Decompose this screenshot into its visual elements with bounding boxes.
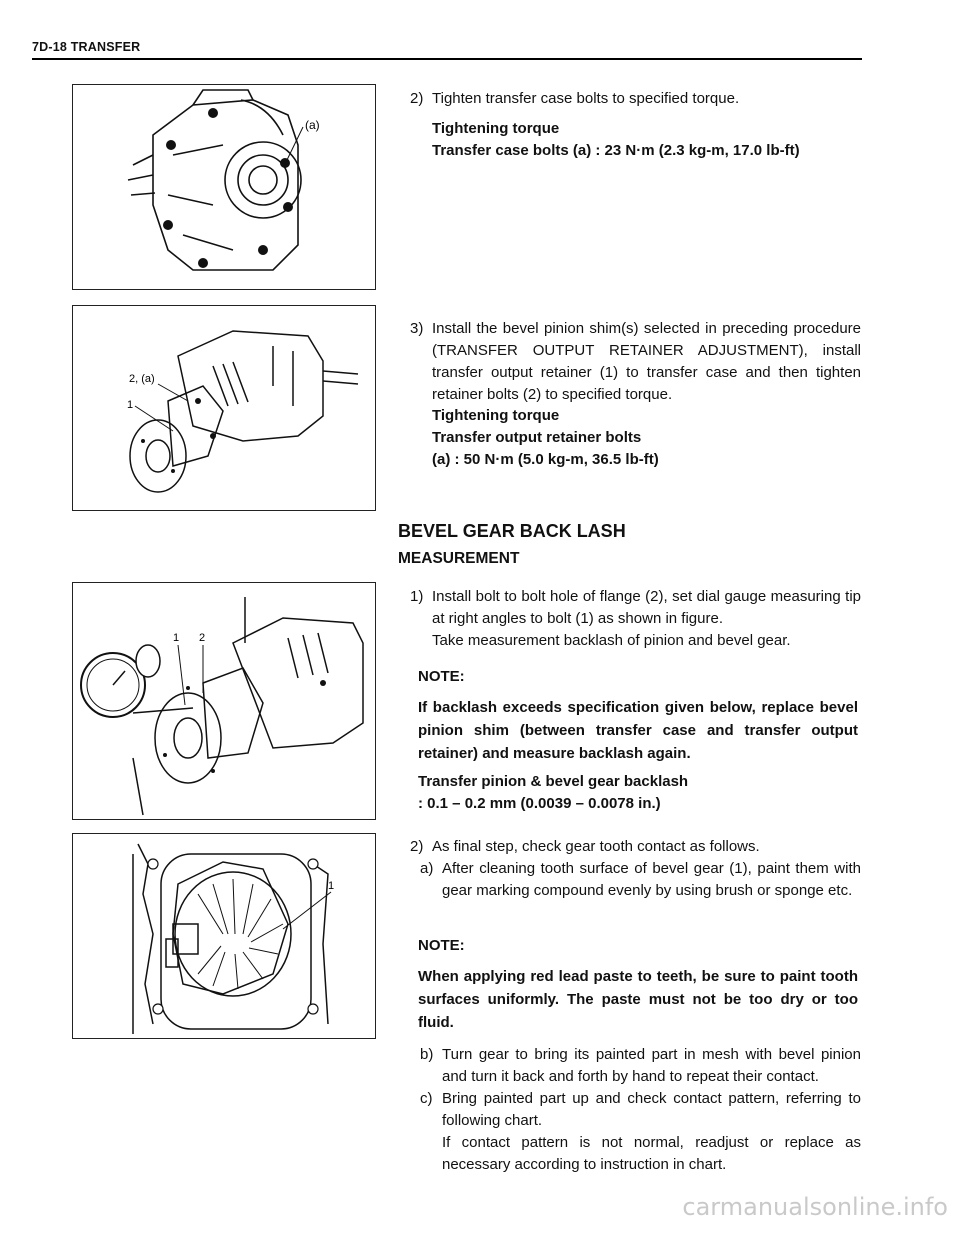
note-2-text: When applying red lead paste to teeth, be sure to paint tooth surfaces uniformly. The paste must not be too dry or too fluid. — [418, 968, 858, 1031]
step-2-text: Tighten transfer case bolts to specified torque. — [432, 90, 740, 107]
measure-step-2a — [398, 858, 861, 902]
figure-output-retainer — [72, 305, 376, 511]
measure-step-2c-number: c) — [420, 1090, 433, 1107]
spec-value: : 0.1 – 0.2 mm (0.0039 – 0.0078 in.) — [418, 795, 661, 812]
step-3-text: Install the bevel pinion shim(s) selected in preceding procedure (TRANSFER OUTPUT RETAINER ADJUSTMENT), install transfer output retainer (1) to transfer case and then tighten retainer bolts (2) to specified torque. — [432, 320, 861, 403]
measure-step-2c — [398, 1088, 861, 1176]
fig2-label-1: 1 — [127, 399, 134, 411]
step-2-number: 2) — [410, 90, 424, 107]
watermark: carmanualsonline.info — [682, 1193, 948, 1221]
step-3 — [398, 318, 861, 406]
figure-transfer-case-bolts — [72, 84, 376, 290]
section-title: BEVEL GEAR BACK LASH — [398, 521, 626, 541]
measure-step-2b — [398, 1044, 861, 1088]
section-subtitle: MEASUREMENT — [398, 550, 520, 567]
output-retainer-illustration — [73, 306, 375, 510]
measure-step-2-number: 2) — [410, 838, 424, 855]
step-2-torque-value: Transfer case bolts (a) : 23 N·m (2.3 kg-m, 17.0 lb-ft) — [432, 142, 800, 159]
transfer-case-illustration — [73, 85, 375, 289]
fig1-label-a: (a) — [305, 118, 320, 132]
fig3-label-2: 2 — [199, 632, 206, 644]
fig3-label-1: 1 — [173, 632, 180, 644]
header-rule — [32, 58, 862, 60]
figure-dial-gauge — [72, 582, 376, 820]
bevel-gear-illustration — [73, 834, 375, 1038]
measure-step-2 — [398, 836, 861, 858]
page-header: 7D-18 TRANSFER — [32, 40, 141, 54]
measure-step-1-text2: Take measurement backlash of pinion and bevel gear. — [432, 632, 791, 649]
step-3-torque-title: Tightening torque — [432, 407, 560, 424]
measure-step-1 — [398, 586, 861, 652]
step-2-torque-title: Tightening torque — [432, 120, 560, 137]
step-3-torque-line1: Transfer output retainer bolts — [432, 429, 642, 446]
note-1-label: NOTE: — [418, 668, 465, 685]
measure-step-1-number: 1) — [410, 588, 424, 605]
measure-step-2-text: As final step, check gear tooth contact as follows. — [432, 838, 760, 855]
measure-step-2c-text2: If contact pattern is not normal, readjust or replace as necessary according to instruction in chart. — [442, 1134, 861, 1173]
fig4-label-1: 1 — [328, 880, 335, 892]
measure-step-2b-number: b) — [420, 1046, 434, 1063]
measure-step-2a-number: a) — [420, 860, 434, 877]
note-1 — [418, 665, 858, 765]
measure-step-2b-text: Turn gear to bring its painted part in mesh with bevel pinion and turn it back and forth by hand to repeat their contact. — [442, 1046, 861, 1085]
note-2-label: NOTE: — [418, 937, 465, 954]
measure-step-1-text: Install bolt to bolt hole of flange (2), set dial gauge measuring tip at right angles to bolt (1) as shown in figure. — [432, 588, 861, 627]
step-3-torque-line2: (a) : 50 N·m (5.0 kg-m, 36.5 lb-ft) — [432, 451, 659, 468]
step-3-number: 3) — [410, 320, 424, 337]
measure-step-2a-text: After cleaning tooth surface of bevel gear (1), paint them with gear marking compound evenly by using brush or sponge etc. — [442, 860, 861, 899]
figure-bevel-gear — [72, 833, 376, 1039]
fig2-label-2a: 2, (a) — [129, 373, 155, 385]
measure-step-2c-text: Bring painted part up and check contact pattern, referring to following chart. — [442, 1090, 861, 1129]
dial-gauge-illustration — [73, 583, 375, 819]
step-2 — [398, 88, 861, 110]
spec-title: Transfer pinion & bevel gear backlash — [418, 773, 689, 790]
note-1-text: If backlash exceeds specification given below, replace bevel pinion shim (between transfer case and transfer output retainer) and measure backlash again. — [418, 699, 858, 762]
note-2 — [418, 934, 858, 1034]
